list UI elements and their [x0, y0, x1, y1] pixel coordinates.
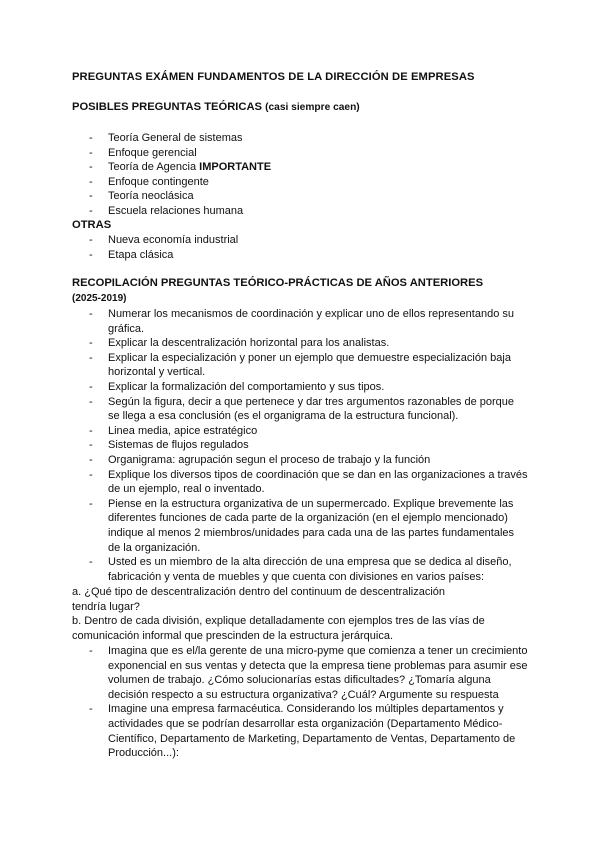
list-item: - Linea media, apice estratégico	[0, 424, 600, 439]
compilation-years: (2025-2019)	[72, 293, 127, 304]
compilation-heading: RECOPILACIÓN PREGUNTAS TEÓRICO-PRÁCTICAS DE AÑOS ANTERIORES	[72, 277, 484, 289]
list-item: - Imagine una empresa farmacéutica. Considerando los múltiples departamentos y actividades que se podrían desarrollar esta organización (Departamento Médico-Científico, Departamento de Marketing, Departamento de Ventas, Departamento de Producción...):	[0, 702, 600, 760]
list-item: - Según la figura, decir a que pertenece y dar tres argumentos razonables de porque se llega a esa conclusión (es el organigrama de la estructura funcional).	[0, 395, 600, 424]
list-item: - Teoría General de sistemas	[0, 131, 600, 146]
list-item: - Explique los diversos tipos de coordinación que se dan en las organizaciones a través de un ejemplo, real o inventado.	[0, 468, 600, 497]
list-item: - Piense en la estructura organizativa de un supermercado. Explique brevemente las diferentes funciones de cada parte de la organización (en el ejemplo mencionado) indique al menos 2 miembros/unidades para cada una de las partes fundamentales de la organización.	[0, 497, 600, 555]
page-title: PREGUNTAS EXÁMEN FUNDAMENTOS DE LA DIRECCIÓN DE EMPRESAS	[72, 71, 475, 83]
list-item: - Nueva economía industrial	[0, 233, 600, 248]
list-item: - Etapa clásica	[0, 248, 600, 263]
theory-heading-note: (casi siempre caen)	[265, 102, 360, 113]
list-item: - Usted es un miembro de la alta dirección de una empresa que se dedica al diseño, fabricación y venta de muebles y que cuenta con divisiones en varios países:	[0, 555, 600, 584]
compilation-list	[0, 307, 600, 584]
list-item: - Sistemas de flujos regulados	[0, 438, 600, 453]
theory-heading-text: POSIBLES PREGUNTAS TEÓRICAS	[72, 101, 263, 113]
others-heading: OTRAS	[72, 219, 112, 231]
list-item: - Enfoque contingente	[0, 175, 600, 190]
list-item: - Numerar los mecanismos de coordinación y explicar uno de ellos representando su gráfica.	[0, 307, 600, 336]
others-list	[0, 233, 600, 262]
list-item: - Escuela relaciones humana	[0, 204, 600, 219]
question-b: b. Dentro de cada división, explique detalladamente con ejemplos tres de las vías de comunicación informal que prescinden de la estructura jerárquica.	[72, 615, 485, 642]
list-item: - Imagina que es el/la gerente de una micro-pyme que comienza a tener un crecimiento exponencial en sus ventas y detecta que la empresa tiene problemas para asumir ese volumen de trabajo. ¿Cómo solucionarías estas dificultades? ¿Tomaría alguna decisión respecto a su estructura organizativa? ¿Cuál? Argumente su respuesta	[0, 644, 600, 702]
list-item	[0, 160, 600, 175]
list-item: - Organigrama: agrupación segun el proceso de trabajo y la función	[0, 453, 600, 468]
theory-heading	[72, 101, 360, 113]
list-item: - Explicar la especialización y poner un ejemplo que demuestre especialización baja horizontal y vertical.	[0, 351, 600, 380]
important-flag: IMPORTANTE	[199, 161, 272, 174]
compilation-list-continued	[0, 644, 600, 761]
question-a: a. ¿Qué tipo de descentralización dentro del continuum de descentralización tendría lugar?	[72, 586, 446, 613]
list-item: - Teoría neoclásica	[0, 189, 600, 204]
list-item-text: Teoría de Agencia	[108, 161, 197, 174]
theory-list	[0, 131, 600, 219]
list-item: - Enfoque gerencial	[0, 146, 600, 161]
list-item: - Explicar la formalización del comportamiento y sus tipos.	[0, 380, 600, 395]
list-item: - Explicar la descentralización horizontal para los analistas.	[0, 336, 600, 351]
